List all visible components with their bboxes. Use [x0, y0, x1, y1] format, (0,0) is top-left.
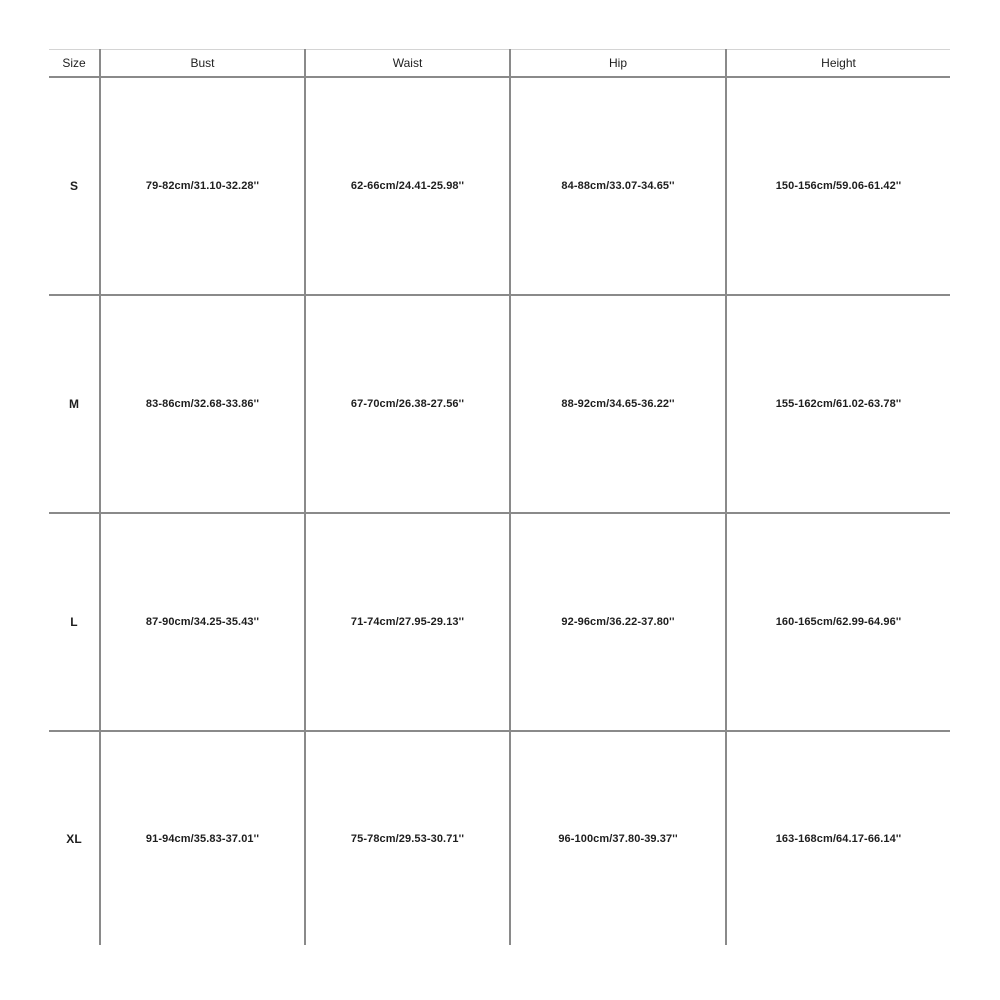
bust-cell: 83-86cm/32.68-33.86''	[100, 295, 305, 513]
hip-cell: 92-96cm/36.22-37.80''	[510, 513, 726, 731]
height-cell: 160-165cm/62.99-64.96''	[726, 513, 950, 731]
height-cell: 163-168cm/64.17-66.14''	[726, 731, 950, 945]
header-row	[49, 50, 950, 78]
table-row	[49, 77, 950, 295]
bust-cell: 91-94cm/35.83-37.01''	[100, 731, 305, 945]
header-bust: Bust	[100, 50, 305, 78]
bust-cell: 87-90cm/34.25-35.43''	[100, 513, 305, 731]
header-waist: Waist	[305, 50, 510, 78]
hip-cell: 88-92cm/34.65-36.22''	[510, 295, 726, 513]
table-row	[49, 731, 950, 945]
header-size: Size	[49, 50, 100, 78]
hip-cell: 96-100cm/37.80-39.37''	[510, 731, 726, 945]
waist-cell: 62-66cm/24.41-25.98''	[305, 77, 510, 295]
table-row	[49, 295, 950, 513]
waist-cell: 71-74cm/27.95-29.13''	[305, 513, 510, 731]
size-cell: S	[49, 77, 100, 295]
table-row	[49, 513, 950, 731]
height-cell: 150-156cm/59.06-61.42''	[726, 77, 950, 295]
size-chart-table	[49, 49, 950, 945]
size-cell: XL	[66, 831, 82, 846]
hip-cell: 84-88cm/33.07-34.65''	[510, 77, 726, 295]
bust-cell: 79-82cm/31.10-32.28''	[100, 77, 305, 295]
size-cell: L	[49, 513, 100, 731]
waist-cell: 75-78cm/29.53-30.71''	[305, 731, 510, 945]
header-height: Height	[726, 50, 950, 78]
size-cell: M	[49, 295, 100, 513]
waist-cell: 67-70cm/26.38-27.56''	[305, 295, 510, 513]
header-hip: Hip	[510, 50, 726, 78]
height-cell: 155-162cm/61.02-63.78''	[726, 295, 950, 513]
